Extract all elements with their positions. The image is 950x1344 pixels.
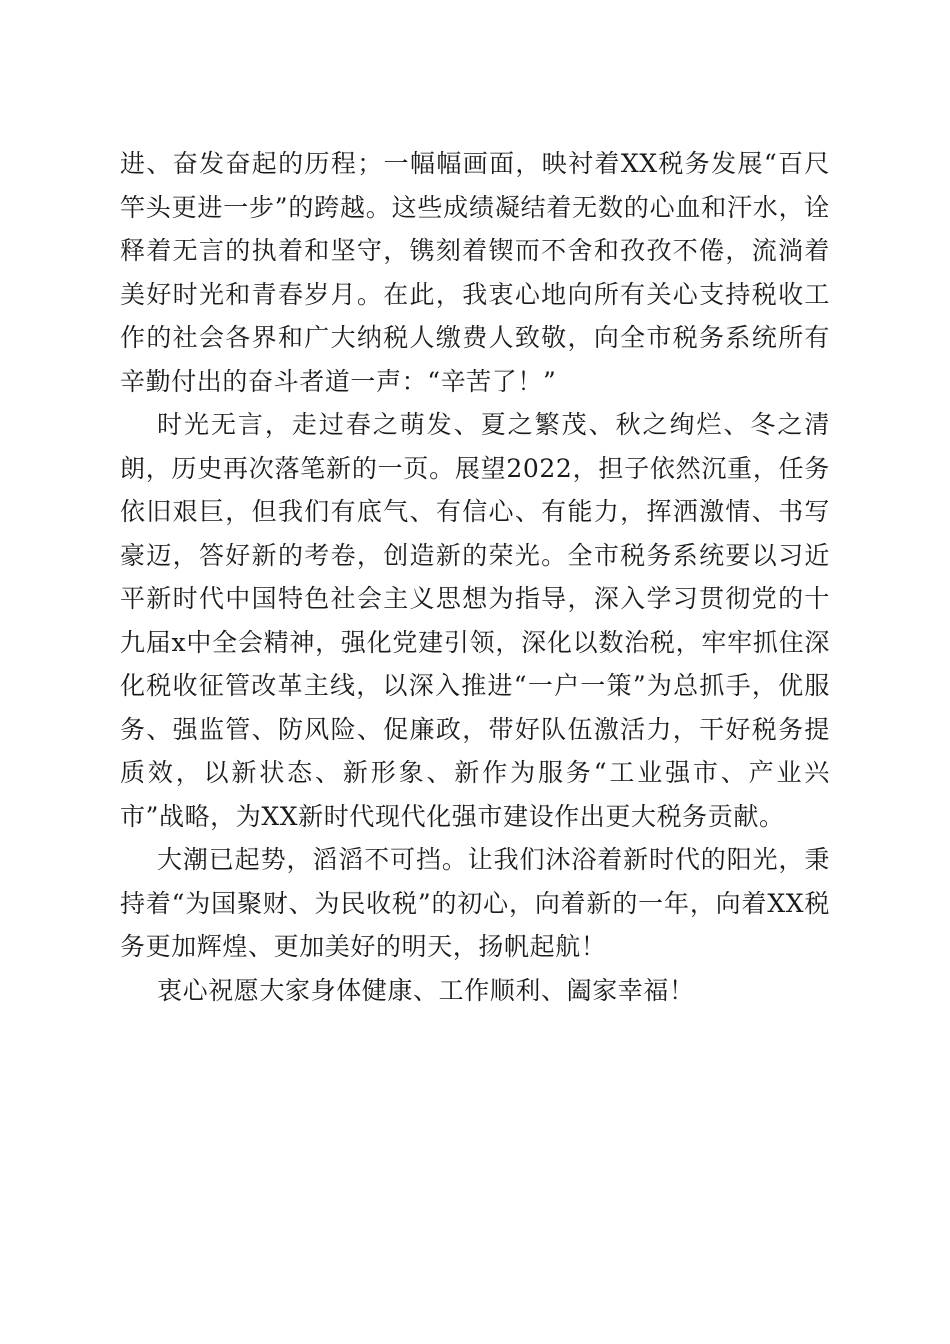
paragraph-continuation: 进、奋发奋起的历程；一幅幅画面，映衬着XX税务发展“百尺竿头更进一步”的跨越。这些成绩凝结着无数的心血和汗水，诠释着无言的执着和坚守，镌刻着锲而不舍和孜孜不倦，流淌着美好时光和青春岁月。在此，我衷心地向所有关心支持税收工作的社会各界和广大纳税人缴费人致敬，向全市税务系统所有辛勤付出的奋斗者道一声：“辛苦了！” [120,149,830,396]
paragraph-outlook: 时光无言，走过春之萌发、夏之繁茂、秋之绚烂、冬之清朗，历史再次落笔新的一页。展望2022，担子依然沉重，任务依旧艰巨，但我们有底气、有信心、有能力，挥洒激情、书写豪迈，答好新的考卷，创造新的荣光。全市税务系统要以习近平新时代中国特色社会主义思想为指导，深入学习贯彻党的十九届x中全会精神，强化党建引领，深化以数治税，牢牢抓住深化税收征管改革主线，以深入推进“一户一策”为总抓手，优服务、强监管、防风险、促廉政，带好队伍激活力，干好税务提质效，以新状态、新形象、新作为服务“工业强市、产业兴市”战略，为XX新时代现代化强市建设作出更大税务贡献。 [120,410,830,831]
paragraph-closing-wishes: 衷心祝愿大家身体健康、工作顺利、阖家幸福！ [157,975,695,1005]
paragraph-call-to-action: 大潮已起势，滔滔不可挡。让我们沐浴着新时代的阳光，秉持着“为国聚财、为民收税”的初心，向着新的一年，向着XX税务更加辉煌、更加美好的明天，扬帆起航！ [120,845,830,961]
document-body [120,142,830,1012]
